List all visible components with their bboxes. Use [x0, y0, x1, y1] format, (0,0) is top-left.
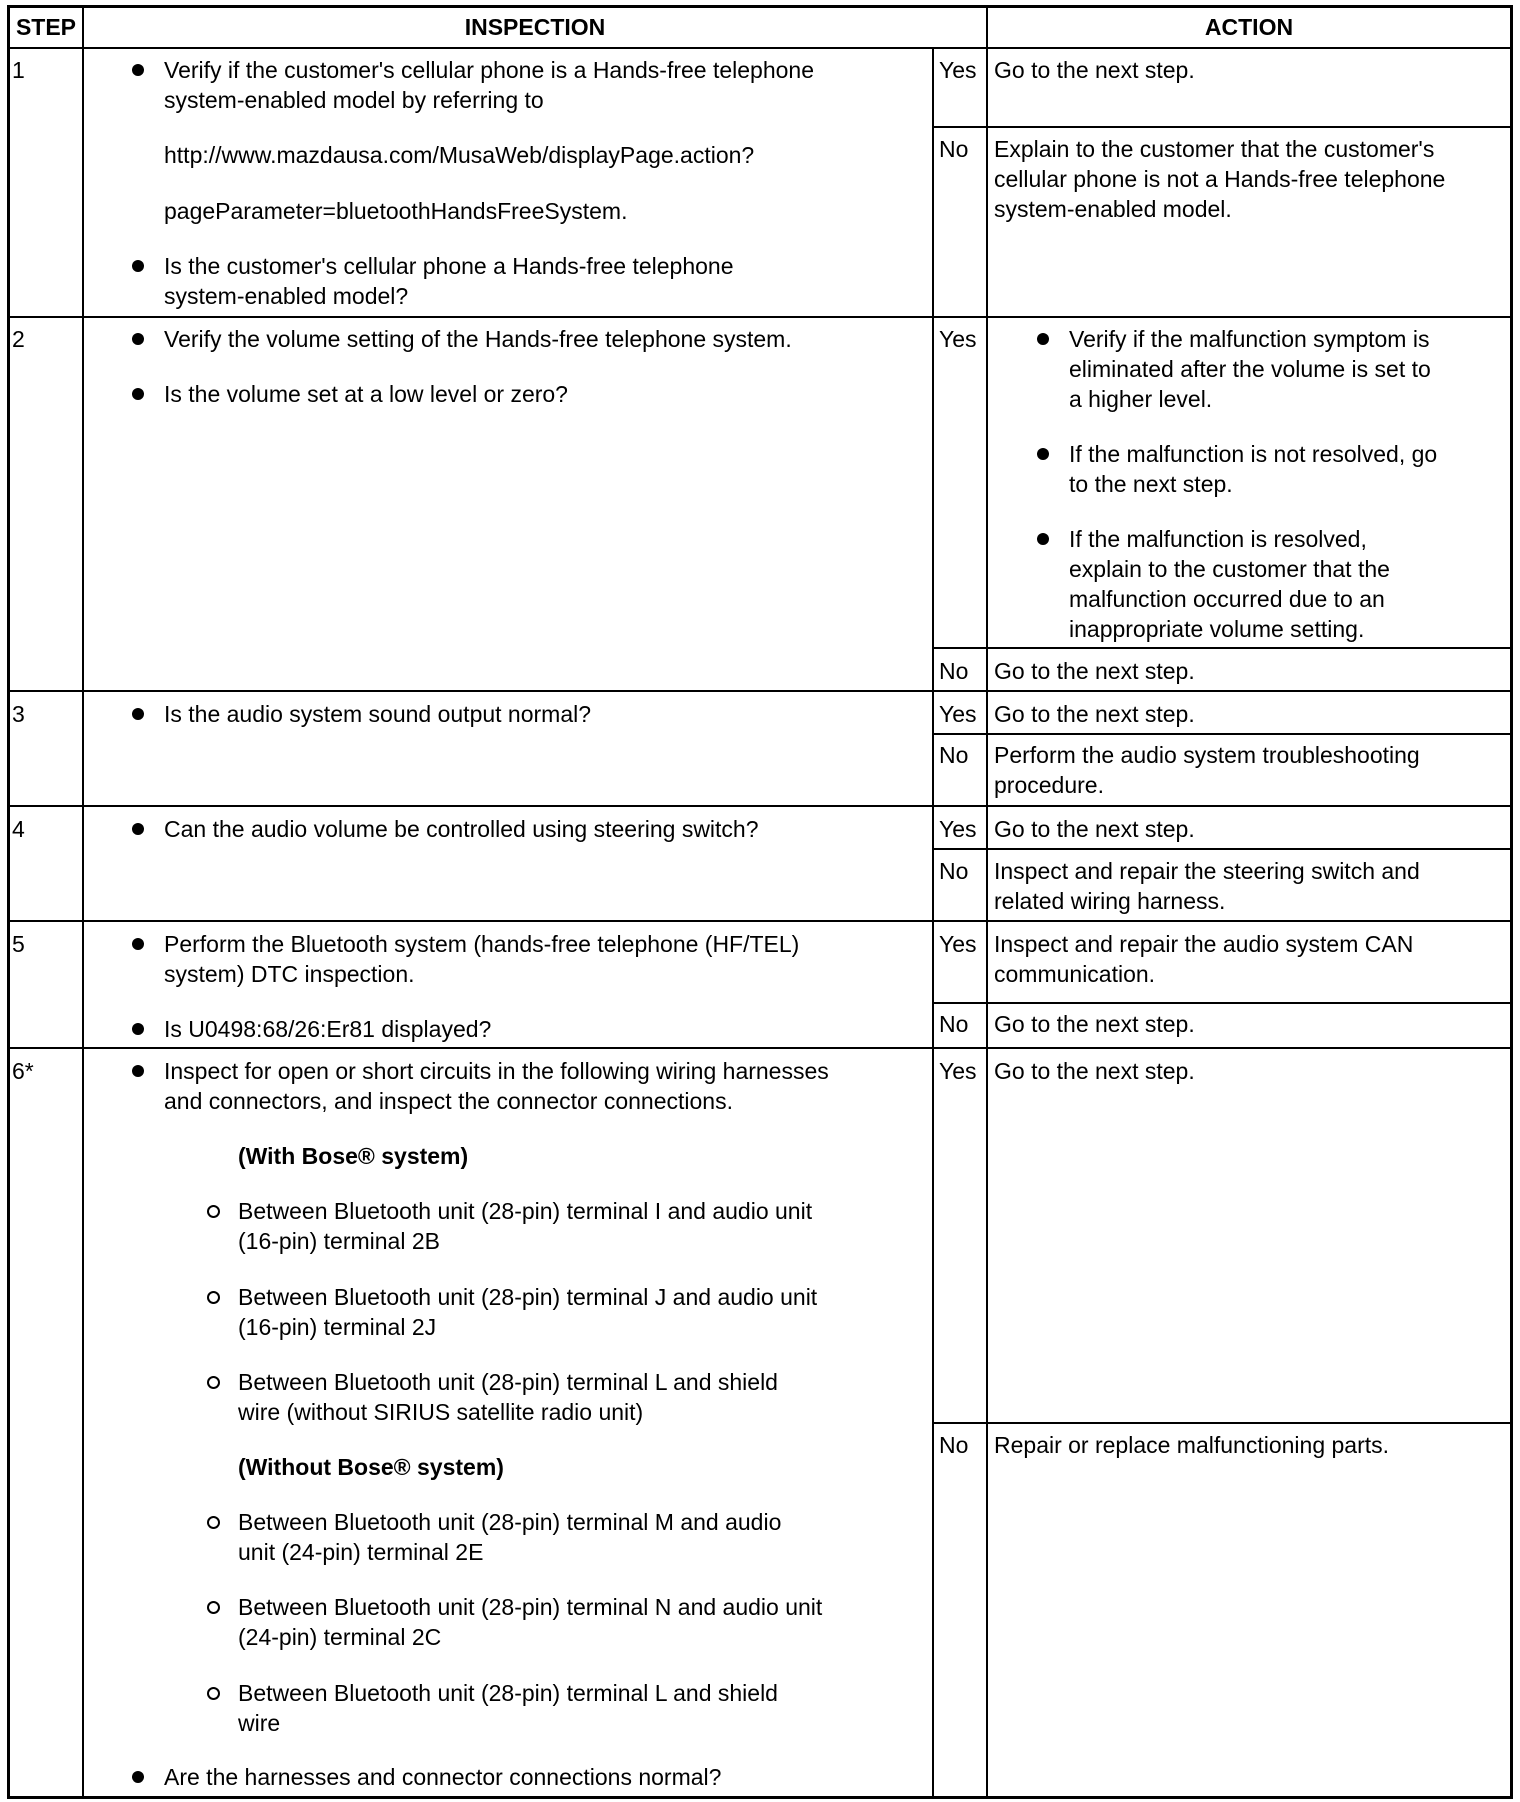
border: [7, 1796, 1513, 1799]
divider: [932, 647, 1512, 649]
inspection-link: http://www.mazdausa.com/MusaWeb/displayPage.action?: [164, 142, 755, 168]
no-label: No: [939, 136, 969, 162]
sub-item: Between Bluetooth unit (28-pin) terminal M and audio unit (24-pin) terminal 2E: [238, 1509, 782, 1565]
inspection-item: Inspect for open or short circuits in the following wiring harnesses and connectors, and inspect the connector connections.: [164, 1058, 829, 1114]
yes-action-item: If the malfunction is not resolved, go to the next step.: [1069, 441, 1438, 497]
divider: [7, 690, 1513, 692]
yes-label: Yes: [939, 701, 977, 727]
no-action: Repair or replace malfunctioning parts.: [994, 1432, 1390, 1458]
step-number: 4: [12, 816, 25, 842]
sub-item: Between Bluetooth unit (28-pin) terminal J and audio unit (16-pin) terminal 2J: [238, 1284, 818, 1340]
inspection-item: Is the customer's cellular phone a Hands-free telephone system-enabled model?: [164, 253, 734, 309]
bullet-icon: [132, 1771, 144, 1783]
yes-label: Yes: [939, 57, 977, 83]
divider: [7, 920, 1513, 922]
bullet-icon: [132, 260, 144, 272]
sub-item: Between Bluetooth unit (28-pin) terminal N and audio unit (24-pin) terminal 2C: [238, 1594, 823, 1650]
bullet-icon: [132, 708, 144, 720]
inspection-link: pageParameter=bluetoothHandsFreeSystem.: [164, 198, 628, 224]
border: [7, 5, 10, 1799]
bullet-icon: [132, 64, 144, 76]
header-inspection: INSPECTION: [464, 14, 606, 40]
no-action: Inspect and repair the steering switch and related wiring harness.: [994, 858, 1420, 914]
divider: [932, 733, 1512, 735]
no-action: Explain to the customer that the customer's cellular phone is not a Hands-free telephone system-enabled model.: [994, 136, 1446, 222]
inspection-item: Is the audio system sound output normal?: [164, 701, 592, 727]
bullet-icon: [132, 1023, 144, 1035]
no-action: Go to the next step.: [994, 1011, 1195, 1037]
bullet-icon: [132, 388, 144, 400]
sub-item: Between Bluetooth unit (28-pin) terminal I and audio unit (16-pin) terminal 2B: [238, 1198, 813, 1254]
bullet-icon: [132, 1065, 144, 1077]
circle-bullet-icon: [207, 1376, 220, 1389]
circle-bullet-icon: [207, 1205, 220, 1218]
inspection-item: Verify the volume setting of the Hands-free telephone system.: [164, 326, 792, 352]
divider: [7, 316, 1513, 318]
divider: [82, 5, 84, 1797]
divider: [7, 805, 1513, 807]
no-label: No: [939, 1432, 969, 1458]
circle-bullet-icon: [207, 1516, 220, 1529]
bullet-icon: [132, 823, 144, 835]
step-number: 3: [12, 701, 25, 727]
divider: [932, 1422, 1512, 1424]
step-number: 5: [12, 931, 25, 957]
yes-action: Go to the next step.: [994, 701, 1195, 727]
header-action: ACTION: [1204, 14, 1294, 40]
header-step: STEP: [15, 14, 77, 40]
border: [7, 5, 1513, 8]
inspection-item: Is U0498:68/26:Er81 displayed?: [164, 1016, 492, 1042]
inspection-item: Are the harnesses and connector connections normal?: [164, 1764, 722, 1790]
sub-item: Between Bluetooth unit (28-pin) terminal L and shield wire (without SIRIUS satellite radio unit): [238, 1369, 778, 1425]
divider: [7, 1047, 1513, 1049]
circle-bullet-icon: [207, 1601, 220, 1614]
divider: [986, 5, 988, 1797]
divider: [7, 47, 1513, 49]
step-number: 2: [12, 326, 25, 352]
bullet-icon: [1037, 333, 1049, 345]
inspection-item: Is the volume set at a low level or zero?: [164, 381, 568, 407]
bullet-icon: [1037, 448, 1049, 460]
yes-label: Yes: [939, 1058, 977, 1084]
no-label: No: [939, 742, 969, 768]
yes-action-item: Verify if the malfunction symptom is eliminated after the volume is set to a higher level.: [1069, 326, 1431, 412]
yes-action: Inspect and repair the audio system CAN communication.: [994, 931, 1414, 987]
subheading: (Without Bose® system): [238, 1454, 504, 1480]
no-label: No: [939, 858, 969, 884]
sub-item: Between Bluetooth unit (28-pin) terminal L and shield wire: [238, 1680, 778, 1736]
yes-label: Yes: [939, 816, 977, 842]
border: [1510, 5, 1513, 1799]
yes-action-item: If the malfunction is resolved, explain to the customer that the malfunction occurred due to an inappropriate volume setting.: [1069, 526, 1390, 642]
circle-bullet-icon: [207, 1291, 220, 1304]
subheading: (With Bose® system): [238, 1143, 469, 1169]
yes-label: Yes: [939, 931, 977, 957]
bullet-icon: [132, 333, 144, 345]
bullet-icon: [1037, 533, 1049, 545]
yes-action: Go to the next step.: [994, 1058, 1195, 1084]
step-number: 1: [12, 57, 25, 83]
divider: [932, 126, 1512, 128]
no-action: Go to the next step.: [994, 658, 1195, 684]
bullet-icon: [132, 938, 144, 950]
no-action: Perform the audio system troubleshooting procedure.: [994, 742, 1420, 798]
yes-action: Go to the next step.: [994, 816, 1195, 842]
no-label: No: [939, 658, 969, 684]
yes-label: Yes: [939, 326, 977, 352]
inspection-item: Verify if the customer's cellular phone is a Hands-free telephone system-enabled model by referring to: [164, 57, 815, 113]
inspection-item: Perform the Bluetooth system (hands-free telephone (HF/TEL) system) DTC inspection.: [164, 931, 800, 987]
no-label: No: [939, 1011, 969, 1037]
yes-action: Go to the next step.: [994, 57, 1195, 83]
divider: [932, 48, 934, 1797]
divider: [932, 848, 1512, 850]
step-number: 6*: [12, 1058, 34, 1084]
circle-bullet-icon: [207, 1687, 220, 1700]
divider: [932, 1002, 1512, 1004]
inspection-item: Can the audio volume be controlled using steering switch?: [164, 816, 759, 842]
